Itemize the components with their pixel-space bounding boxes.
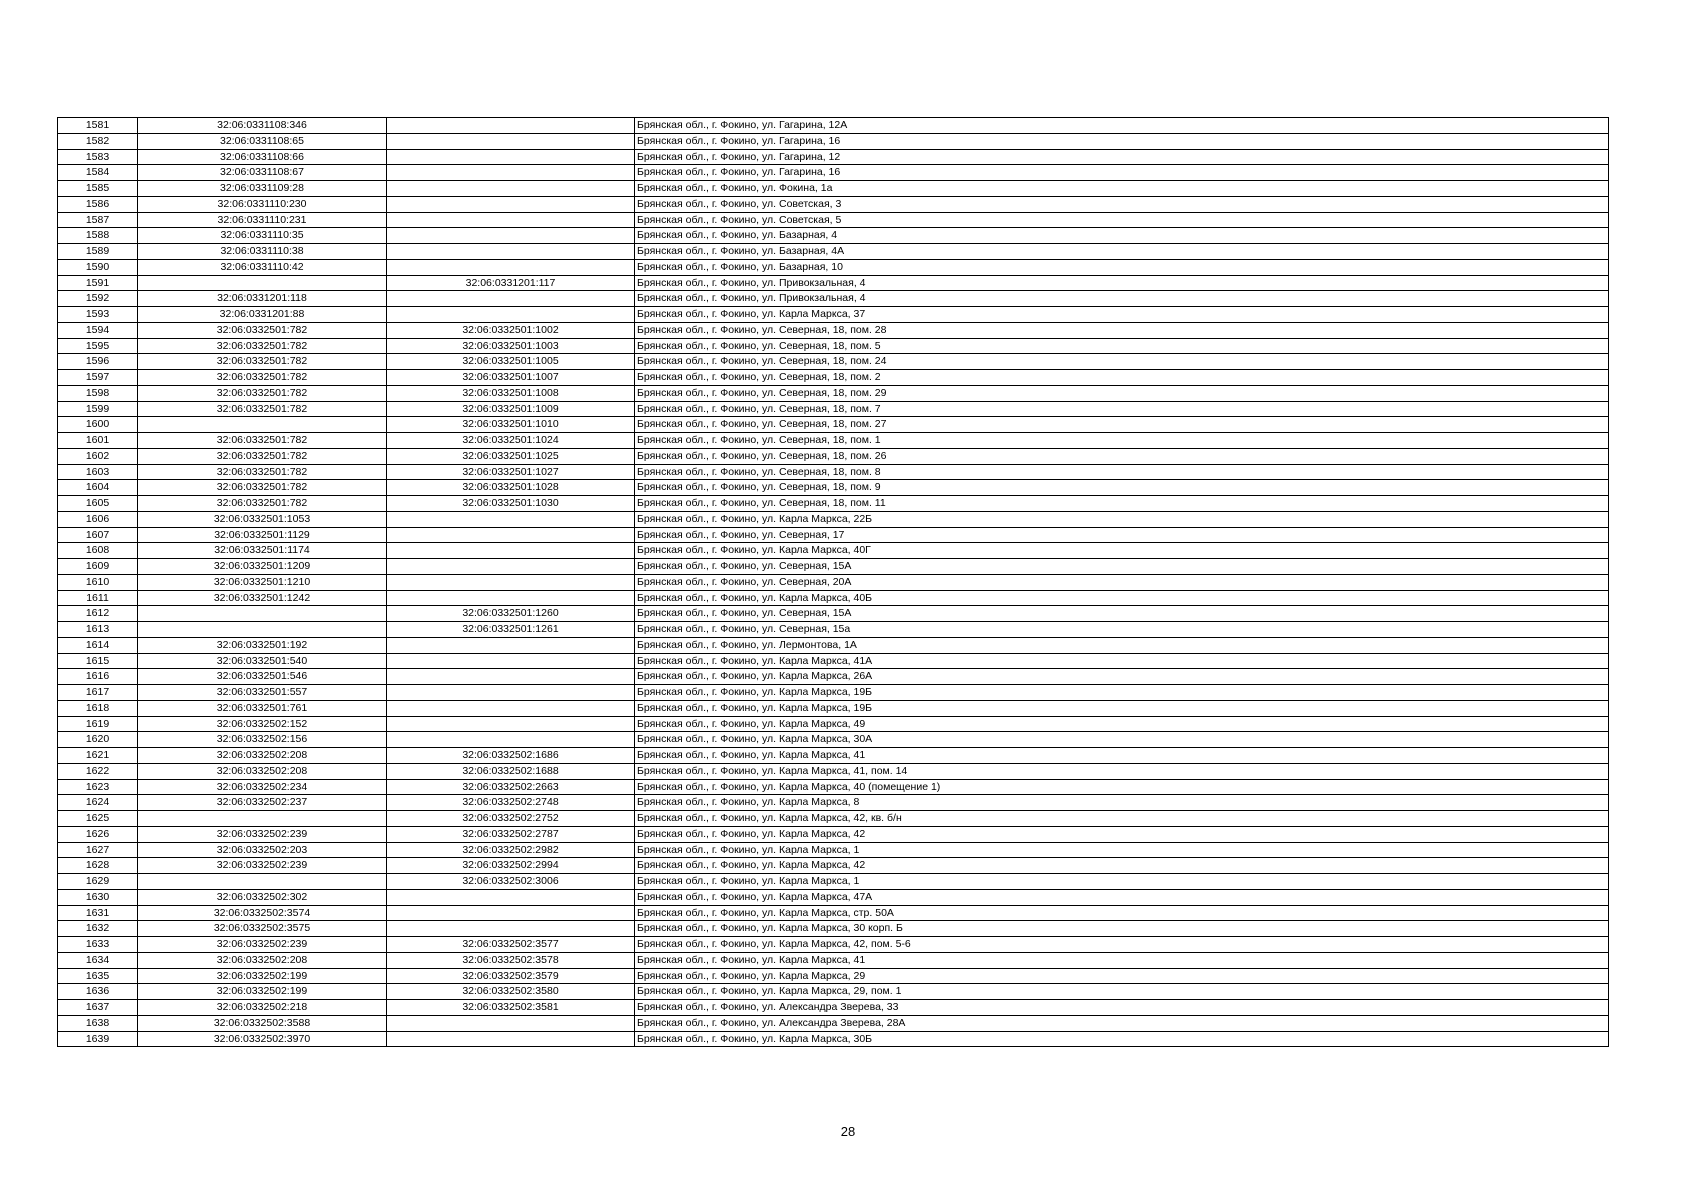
row-number-cell: 1631 bbox=[58, 905, 138, 921]
row-number-cell: 1608 bbox=[58, 543, 138, 559]
address-cell: Брянская обл., г. Фокино, ул. Карла Маркса, 29 bbox=[635, 968, 1609, 984]
address-cell: Брянская обл., г. Фокино, ул. Карла Маркса, 30 корп. Б bbox=[635, 921, 1609, 937]
object-number-cell bbox=[387, 637, 635, 653]
object-number-cell: 32:06:0332501:1010 bbox=[387, 417, 635, 433]
object-number-cell bbox=[387, 653, 635, 669]
table-row bbox=[58, 811, 1609, 827]
object-number-cell: 32:06:0332502:3580 bbox=[387, 984, 635, 1000]
address-cell: Брянская обл., г. Фокино, ул. Александра Зверева, 28А bbox=[635, 1015, 1609, 1031]
row-number-cell: 1596 bbox=[58, 354, 138, 370]
row-number-cell: 1604 bbox=[58, 480, 138, 496]
object-number-cell bbox=[387, 669, 635, 685]
row-number-cell: 1618 bbox=[58, 700, 138, 716]
object-number-cell bbox=[387, 527, 635, 543]
address-cell: Брянская обл., г. Фокино, ул. Гагарина, 12А bbox=[635, 118, 1609, 134]
parcel-number-cell: 32:06:0332502:199 bbox=[138, 968, 387, 984]
object-number-cell bbox=[387, 149, 635, 165]
parcel-number-cell: 32:06:0332501:782 bbox=[138, 464, 387, 480]
table-row bbox=[58, 559, 1609, 575]
object-number-cell bbox=[387, 559, 635, 575]
table-row bbox=[58, 370, 1609, 386]
object-number-cell: 32:06:0332501:1261 bbox=[387, 622, 635, 638]
parcel-number-cell: 32:06:0332502:156 bbox=[138, 732, 387, 748]
object-number-cell bbox=[387, 1015, 635, 1031]
table-row bbox=[58, 1031, 1609, 1047]
parcel-number-cell: 32:06:0332501:1053 bbox=[138, 511, 387, 527]
parcel-number-cell: 32:06:0332501:761 bbox=[138, 700, 387, 716]
object-number-cell: 32:06:0332501:1260 bbox=[387, 606, 635, 622]
row-number-cell: 1611 bbox=[58, 590, 138, 606]
row-number-cell: 1592 bbox=[58, 291, 138, 307]
address-cell: Брянская обл., г. Фокино, ул. Александра Зверева, 33 bbox=[635, 1000, 1609, 1016]
table-row bbox=[58, 653, 1609, 669]
parcel-number-cell: 32:06:0331110:38 bbox=[138, 244, 387, 260]
table-row bbox=[58, 165, 1609, 181]
row-number-cell: 1616 bbox=[58, 669, 138, 685]
row-number-cell: 1603 bbox=[58, 464, 138, 480]
address-cell: Брянская обл., г. Фокино, ул. Карла Маркса, 8 bbox=[635, 795, 1609, 811]
row-number-cell: 1629 bbox=[58, 874, 138, 890]
address-cell: Брянская обл., г. Фокино, ул. Карла Маркса, 40Г bbox=[635, 543, 1609, 559]
table-row bbox=[58, 700, 1609, 716]
row-number-cell: 1602 bbox=[58, 448, 138, 464]
parcel-number-cell: 32:06:0331108:65 bbox=[138, 133, 387, 149]
table-row bbox=[58, 149, 1609, 165]
table-row bbox=[58, 622, 1609, 638]
address-cell: Брянская обл., г. Фокино, ул. Лермонтова, 1А bbox=[635, 637, 1609, 653]
row-number-cell: 1635 bbox=[58, 968, 138, 984]
address-cell: Брянская обл., г. Фокино, ул. Северная, 18, пом. 5 bbox=[635, 338, 1609, 354]
parcel-number-cell bbox=[138, 811, 387, 827]
address-cell: Брянская обл., г. Фокино, ул. Карла Маркса, 40 (помещение 1) bbox=[635, 779, 1609, 795]
table-row bbox=[58, 842, 1609, 858]
object-number-cell bbox=[387, 133, 635, 149]
table-row bbox=[58, 952, 1609, 968]
row-number-cell: 1605 bbox=[58, 496, 138, 512]
address-cell: Брянская обл., г. Фокино, ул. Карла Маркса, 19Б bbox=[635, 685, 1609, 701]
object-number-cell bbox=[387, 291, 635, 307]
object-number-cell: 32:06:0332501:1027 bbox=[387, 464, 635, 480]
row-number-cell: 1619 bbox=[58, 716, 138, 732]
table-row bbox=[58, 259, 1609, 275]
parcel-number-cell: 32:06:0332502:239 bbox=[138, 937, 387, 953]
row-number-cell: 1620 bbox=[58, 732, 138, 748]
table-row bbox=[58, 354, 1609, 370]
table-row bbox=[58, 291, 1609, 307]
object-number-cell: 32:06:0332502:3579 bbox=[387, 968, 635, 984]
row-number-cell: 1586 bbox=[58, 196, 138, 212]
object-number-cell bbox=[387, 543, 635, 559]
table-row bbox=[58, 433, 1609, 449]
address-cell: Брянская обл., г. Фокино, ул. Северная, 18, пом. 26 bbox=[635, 448, 1609, 464]
address-cell: Брянская обл., г. Фокино, ул. Советская, 3 bbox=[635, 196, 1609, 212]
table-row bbox=[58, 543, 1609, 559]
row-number-cell: 1585 bbox=[58, 181, 138, 197]
row-number-cell: 1600 bbox=[58, 417, 138, 433]
object-number-cell bbox=[387, 700, 635, 716]
address-cell: Брянская обл., г. Фокино, ул. Карла Маркса, 42, пом. 5-6 bbox=[635, 937, 1609, 953]
parcel-number-cell: 32:06:0332501:557 bbox=[138, 685, 387, 701]
parcel-number-cell: 32:06:0331110:231 bbox=[138, 212, 387, 228]
row-number-cell: 1634 bbox=[58, 952, 138, 968]
object-number-cell bbox=[387, 574, 635, 590]
parcel-number-cell: 32:06:0332502:237 bbox=[138, 795, 387, 811]
address-cell: Брянская обл., г. Фокино, ул. Базарная, 4 bbox=[635, 228, 1609, 244]
object-number-cell: 32:06:0332501:1002 bbox=[387, 322, 635, 338]
parcel-number-cell: 32:06:0332501:782 bbox=[138, 354, 387, 370]
parcel-number-cell: 32:06:0331108:346 bbox=[138, 118, 387, 134]
table-row bbox=[58, 716, 1609, 732]
parcel-number-cell: 32:06:0332502:3588 bbox=[138, 1015, 387, 1031]
address-cell: Брянская обл., г. Фокино, ул. Карла Маркса, 41, пом. 14 bbox=[635, 763, 1609, 779]
parcel-number-cell: 32:06:0332501:782 bbox=[138, 322, 387, 338]
row-number-cell: 1584 bbox=[58, 165, 138, 181]
table-row bbox=[58, 637, 1609, 653]
table-row bbox=[58, 212, 1609, 228]
table-row bbox=[58, 1015, 1609, 1031]
parcel-number-cell: 32:06:0332501:782 bbox=[138, 385, 387, 401]
table-row bbox=[58, 795, 1609, 811]
object-number-cell bbox=[387, 921, 635, 937]
row-number-cell: 1590 bbox=[58, 259, 138, 275]
object-number-cell bbox=[387, 590, 635, 606]
row-number-cell: 1597 bbox=[58, 370, 138, 386]
address-cell: Брянская обл., г. Фокино, ул. Карла Маркса, 41 bbox=[635, 952, 1609, 968]
address-cell: Брянская обл., г. Фокино, ул. Северная, 18, пом. 8 bbox=[635, 464, 1609, 480]
object-number-cell bbox=[387, 1031, 635, 1047]
address-cell: Брянская обл., г. Фокино, ул. Карла Маркса, 30А bbox=[635, 732, 1609, 748]
parcel-number-cell: 32:06:0331201:88 bbox=[138, 307, 387, 323]
table-row bbox=[58, 732, 1609, 748]
parcel-number-cell: 32:06:0332502:239 bbox=[138, 858, 387, 874]
object-number-cell: 32:06:0332501:1005 bbox=[387, 354, 635, 370]
object-number-cell: 32:06:0332502:1688 bbox=[387, 763, 635, 779]
object-number-cell: 32:06:0332502:2748 bbox=[387, 795, 635, 811]
parcel-number-cell: 32:06:0331110:35 bbox=[138, 228, 387, 244]
address-cell: Брянская обл., г. Фокино, ул. Карла Маркса, 1 bbox=[635, 874, 1609, 890]
table-row bbox=[58, 322, 1609, 338]
object-number-cell: 32:06:0332501:1008 bbox=[387, 385, 635, 401]
row-number-cell: 1609 bbox=[58, 559, 138, 575]
parcel-number-cell: 32:06:0332502:3575 bbox=[138, 921, 387, 937]
row-number-cell: 1583 bbox=[58, 149, 138, 165]
address-cell: Брянская обл., г. Фокино, ул. Карла Маркса, 1 bbox=[635, 842, 1609, 858]
table-row bbox=[58, 196, 1609, 212]
address-cell: Брянская обл., г. Фокино, ул. Привокзальная, 4 bbox=[635, 291, 1609, 307]
object-number-cell: 32:06:0332502:3581 bbox=[387, 1000, 635, 1016]
object-number-cell bbox=[387, 511, 635, 527]
data-table bbox=[57, 117, 1609, 1047]
table-row bbox=[58, 496, 1609, 512]
row-number-cell: 1595 bbox=[58, 338, 138, 354]
address-cell: Брянская обл., г. Фокино, ул. Карла Маркса, 42 bbox=[635, 858, 1609, 874]
table-row bbox=[58, 181, 1609, 197]
parcel-number-cell: 32:06:0331108:66 bbox=[138, 149, 387, 165]
object-number-cell bbox=[387, 212, 635, 228]
parcel-number-cell: 32:06:0332501:1174 bbox=[138, 543, 387, 559]
parcel-number-cell: 32:06:0331110:230 bbox=[138, 196, 387, 212]
parcel-number-cell: 32:06:0332501:1210 bbox=[138, 574, 387, 590]
parcel-number-cell: 32:06:0332501:782 bbox=[138, 448, 387, 464]
address-cell: Брянская обл., г. Фокино, ул. Северная, 18, пом. 1 bbox=[635, 433, 1609, 449]
table-row bbox=[58, 1000, 1609, 1016]
address-cell: Брянская обл., г. Фокино, ул. Советская, 5 bbox=[635, 212, 1609, 228]
row-number-cell: 1632 bbox=[58, 921, 138, 937]
parcel-number-cell bbox=[138, 275, 387, 291]
table-row bbox=[58, 448, 1609, 464]
address-cell: Брянская обл., г. Фокино, ул. Северная, 18, пом. 27 bbox=[635, 417, 1609, 433]
parcel-number-cell: 32:06:0332501:546 bbox=[138, 669, 387, 685]
parcel-number-cell: 32:06:0332502:208 bbox=[138, 952, 387, 968]
row-number-cell: 1591 bbox=[58, 275, 138, 291]
table-row bbox=[58, 779, 1609, 795]
parcel-number-cell: 32:06:0332501:782 bbox=[138, 370, 387, 386]
table-row bbox=[58, 984, 1609, 1000]
address-cell: Брянская обл., г. Фокино, ул. Карла Маркса, 26А bbox=[635, 669, 1609, 685]
address-cell: Брянская обл., г. Фокино, ул. Карла Маркса, 29, пом. 1 bbox=[635, 984, 1609, 1000]
table-row bbox=[58, 417, 1609, 433]
address-cell: Брянская обл., г. Фокино, ул. Северная, 18, пом. 2 bbox=[635, 370, 1609, 386]
parcel-number-cell: 32:06:0332502:234 bbox=[138, 779, 387, 795]
row-number-cell: 1587 bbox=[58, 212, 138, 228]
object-number-cell: 32:06:0332502:2752 bbox=[387, 811, 635, 827]
row-number-cell: 1624 bbox=[58, 795, 138, 811]
address-cell: Брянская обл., г. Фокино, ул. Гагарина, 16 bbox=[635, 165, 1609, 181]
address-cell: Брянская обл., г. Фокино, ул. Карла Маркса, 37 bbox=[635, 307, 1609, 323]
table-row bbox=[58, 921, 1609, 937]
row-number-cell: 1625 bbox=[58, 811, 138, 827]
object-number-cell: 32:06:0332502:2994 bbox=[387, 858, 635, 874]
object-number-cell: 32:06:0332501:1007 bbox=[387, 370, 635, 386]
parcel-number-cell: 32:06:0332501:192 bbox=[138, 637, 387, 653]
table-row bbox=[58, 858, 1609, 874]
object-number-cell: 32:06:0332501:1009 bbox=[387, 401, 635, 417]
parcel-number-cell: 32:06:0332502:203 bbox=[138, 842, 387, 858]
row-number-cell: 1628 bbox=[58, 858, 138, 874]
object-number-cell: 32:06:0332502:1686 bbox=[387, 748, 635, 764]
page-number: 28 bbox=[840, 1124, 856, 1139]
table-row bbox=[58, 480, 1609, 496]
parcel-number-cell: 32:06:0332502:3574 bbox=[138, 905, 387, 921]
address-cell: Брянская обл., г. Фокино, ул. Гагарина, 12 bbox=[635, 149, 1609, 165]
row-number-cell: 1622 bbox=[58, 763, 138, 779]
row-number-cell: 1627 bbox=[58, 842, 138, 858]
object-number-cell bbox=[387, 228, 635, 244]
object-number-cell bbox=[387, 181, 635, 197]
table-row bbox=[58, 275, 1609, 291]
table-row bbox=[58, 968, 1609, 984]
row-number-cell: 1621 bbox=[58, 748, 138, 764]
parcel-number-cell: 32:06:0331108:67 bbox=[138, 165, 387, 181]
address-cell: Брянская обл., г. Фокино, ул. Северная, 18, пом. 11 bbox=[635, 496, 1609, 512]
table-row bbox=[58, 401, 1609, 417]
table-row bbox=[58, 685, 1609, 701]
row-number-cell: 1589 bbox=[58, 244, 138, 260]
address-cell: Брянская обл., г. Фокино, ул. Северная, 20А bbox=[635, 574, 1609, 590]
parcel-number-cell bbox=[138, 417, 387, 433]
table-row bbox=[58, 307, 1609, 323]
address-cell: Брянская обл., г. Фокино, ул. Карла Маркса, 30Б bbox=[635, 1031, 1609, 1047]
table-row bbox=[58, 889, 1609, 905]
address-cell: Брянская обл., г. Фокино, ул. Северная, 18, пом. 29 bbox=[635, 385, 1609, 401]
object-number-cell: 32:06:0332502:3006 bbox=[387, 874, 635, 890]
table-row bbox=[58, 763, 1609, 779]
table-row bbox=[58, 874, 1609, 890]
address-cell: Брянская обл., г. Фокино, ул. Карла Маркса, 42, кв. б/н bbox=[635, 811, 1609, 827]
address-cell: Брянская обл., г. Фокино, ул. Северная, 18, пом. 28 bbox=[635, 322, 1609, 338]
row-number-cell: 1593 bbox=[58, 307, 138, 323]
table-row bbox=[58, 606, 1609, 622]
object-number-cell: 32:06:0332501:1003 bbox=[387, 338, 635, 354]
parcel-number-cell: 32:06:0332501:1209 bbox=[138, 559, 387, 575]
table-row bbox=[58, 826, 1609, 842]
table-row bbox=[58, 511, 1609, 527]
object-number-cell: 32:06:0332502:3578 bbox=[387, 952, 635, 968]
row-number-cell: 1617 bbox=[58, 685, 138, 701]
row-number-cell: 1598 bbox=[58, 385, 138, 401]
address-cell: Брянская обл., г. Фокино, ул. Карла Маркса, 19Б bbox=[635, 700, 1609, 716]
address-cell: Брянская обл., г. Фокино, ул. Карла Маркса, 49 bbox=[635, 716, 1609, 732]
table-row bbox=[58, 905, 1609, 921]
address-cell: Брянская обл., г. Фокино, ул. Северная, 18, пом. 7 bbox=[635, 401, 1609, 417]
object-number-cell: 32:06:0332502:2787 bbox=[387, 826, 635, 842]
row-number-cell: 1601 bbox=[58, 433, 138, 449]
row-number-cell: 1594 bbox=[58, 322, 138, 338]
row-number-cell: 1623 bbox=[58, 779, 138, 795]
parcel-number-cell: 32:06:0332501:782 bbox=[138, 338, 387, 354]
parcel-number-cell: 32:06:0332501:1129 bbox=[138, 527, 387, 543]
address-cell: Брянская обл., г. Фокино, ул. Гагарина, 16 bbox=[635, 133, 1609, 149]
table-row bbox=[58, 118, 1609, 134]
parcel-number-cell: 32:06:0332502:218 bbox=[138, 1000, 387, 1016]
address-cell: Брянская обл., г. Фокино, ул. Северная, 18, пом. 24 bbox=[635, 354, 1609, 370]
table-row bbox=[58, 748, 1609, 764]
object-number-cell: 32:06:0332501:1030 bbox=[387, 496, 635, 512]
object-number-cell bbox=[387, 165, 635, 181]
address-cell: Брянская обл., г. Фокино, ул. Базарная, 10 bbox=[635, 259, 1609, 275]
object-number-cell bbox=[387, 889, 635, 905]
table-row bbox=[58, 937, 1609, 953]
object-number-cell bbox=[387, 259, 635, 275]
row-number-cell: 1626 bbox=[58, 826, 138, 842]
object-number-cell: 32:06:0331201:117 bbox=[387, 275, 635, 291]
object-number-cell bbox=[387, 307, 635, 323]
table-body bbox=[58, 118, 1609, 1047]
parcel-number-cell: 32:06:0332501:782 bbox=[138, 401, 387, 417]
address-cell: Брянская обл., г. Фокино, ул. Карла Маркса, 41А bbox=[635, 653, 1609, 669]
address-cell: Брянская обл., г. Фокино, ул. Северная, 17 bbox=[635, 527, 1609, 543]
address-cell: Брянская обл., г. Фокино, ул. Привокзальная, 4 bbox=[635, 275, 1609, 291]
parcel-number-cell: 32:06:0332502:208 bbox=[138, 748, 387, 764]
parcel-number-cell bbox=[138, 606, 387, 622]
address-cell: Брянская обл., г. Фокино, ул. Карла Маркса, 42 bbox=[635, 826, 1609, 842]
table-row bbox=[58, 244, 1609, 260]
row-number-cell: 1599 bbox=[58, 401, 138, 417]
object-number-cell bbox=[387, 196, 635, 212]
object-number-cell: 32:06:0332502:2982 bbox=[387, 842, 635, 858]
parcel-number-cell: 32:06:0332502:302 bbox=[138, 889, 387, 905]
row-number-cell: 1612 bbox=[58, 606, 138, 622]
object-number-cell bbox=[387, 905, 635, 921]
row-number-cell: 1638 bbox=[58, 1015, 138, 1031]
address-cell: Брянская обл., г. Фокино, ул. Карла Маркса, 47А bbox=[635, 889, 1609, 905]
address-cell: Брянская обл., г. Фокино, ул. Карла Маркса, 40Б bbox=[635, 590, 1609, 606]
row-number-cell: 1639 bbox=[58, 1031, 138, 1047]
address-cell: Брянская обл., г. Фокино, ул. Карла Маркса, 41 bbox=[635, 748, 1609, 764]
row-number-cell: 1637 bbox=[58, 1000, 138, 1016]
parcel-number-cell: 32:06:0332502:208 bbox=[138, 763, 387, 779]
row-number-cell: 1633 bbox=[58, 937, 138, 953]
parcel-number-cell: 32:06:0332502:152 bbox=[138, 716, 387, 732]
address-cell: Брянская обл., г. Фокино, ул. Северная, 18, пом. 9 bbox=[635, 480, 1609, 496]
table-row bbox=[58, 133, 1609, 149]
address-cell: Брянская обл., г. Фокино, ул. Северная, 15А bbox=[635, 606, 1609, 622]
parcel-number-cell: 32:06:0332502:239 bbox=[138, 826, 387, 842]
parcel-number-cell: 32:06:0332501:782 bbox=[138, 480, 387, 496]
object-number-cell: 32:06:0332501:1028 bbox=[387, 480, 635, 496]
row-number-cell: 1582 bbox=[58, 133, 138, 149]
address-cell: Брянская обл., г. Фокино, ул. Фокина, 1а bbox=[635, 181, 1609, 197]
parcel-number-cell: 32:06:0331110:42 bbox=[138, 259, 387, 275]
table-row bbox=[58, 338, 1609, 354]
object-number-cell: 32:06:0332502:2663 bbox=[387, 779, 635, 795]
table-row bbox=[58, 574, 1609, 590]
address-cell: Брянская обл., г. Фокино, ул. Карла Маркса, 22Б bbox=[635, 511, 1609, 527]
table-row bbox=[58, 590, 1609, 606]
parcel-number-cell: 32:06:0331109:28 bbox=[138, 181, 387, 197]
address-cell: Брянская обл., г. Фокино, ул. Базарная, 4А bbox=[635, 244, 1609, 260]
address-cell: Брянская обл., г. Фокино, ул. Северная, 15а bbox=[635, 622, 1609, 638]
parcel-number-cell: 32:06:0332501:1242 bbox=[138, 590, 387, 606]
parcel-number-cell: 32:06:0332501:540 bbox=[138, 653, 387, 669]
parcel-number-cell: 32:06:0332501:782 bbox=[138, 433, 387, 449]
table-row bbox=[58, 464, 1609, 480]
row-number-cell: 1606 bbox=[58, 511, 138, 527]
parcel-number-cell bbox=[138, 874, 387, 890]
parcel-number-cell: 32:06:0332502:3970 bbox=[138, 1031, 387, 1047]
row-number-cell: 1636 bbox=[58, 984, 138, 1000]
table-row bbox=[58, 669, 1609, 685]
table-row bbox=[58, 527, 1609, 543]
row-number-cell: 1610 bbox=[58, 574, 138, 590]
row-number-cell: 1588 bbox=[58, 228, 138, 244]
object-number-cell bbox=[387, 118, 635, 134]
parcel-number-cell: 32:06:0332502:199 bbox=[138, 984, 387, 1000]
row-number-cell: 1607 bbox=[58, 527, 138, 543]
table-row bbox=[58, 228, 1609, 244]
row-number-cell: 1614 bbox=[58, 637, 138, 653]
object-number-cell: 32:06:0332501:1024 bbox=[387, 433, 635, 449]
address-cell: Брянская обл., г. Фокино, ул. Северная, 15А bbox=[635, 559, 1609, 575]
object-number-cell bbox=[387, 244, 635, 260]
table-row bbox=[58, 385, 1609, 401]
row-number-cell: 1615 bbox=[58, 653, 138, 669]
object-number-cell bbox=[387, 732, 635, 748]
row-number-cell: 1581 bbox=[58, 118, 138, 134]
parcel-number-cell: 32:06:0332501:782 bbox=[138, 496, 387, 512]
parcel-number-cell: 32:06:0331201:118 bbox=[138, 291, 387, 307]
parcel-number-cell bbox=[138, 622, 387, 638]
row-number-cell: 1630 bbox=[58, 889, 138, 905]
row-number-cell: 1613 bbox=[58, 622, 138, 638]
object-number-cell bbox=[387, 685, 635, 701]
object-number-cell: 32:06:0332501:1025 bbox=[387, 448, 635, 464]
object-number-cell bbox=[387, 716, 635, 732]
object-number-cell: 32:06:0332502:3577 bbox=[387, 937, 635, 953]
address-cell: Брянская обл., г. Фокино, ул. Карла Маркса, стр. 50А bbox=[635, 905, 1609, 921]
